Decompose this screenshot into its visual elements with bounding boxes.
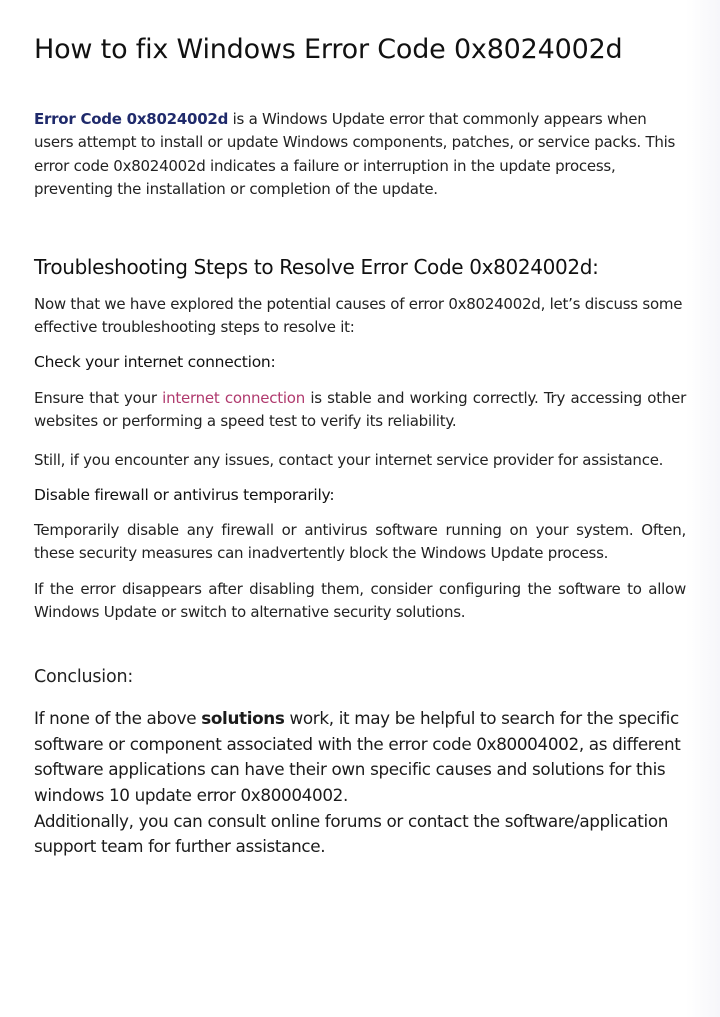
step1-heading: Check your internet connection: <box>34 353 276 372</box>
intro-paragraph <box>34 108 686 201</box>
conclusion-p2: Additionally, you can consult online forums or contact the software/application support team for further assistance. <box>34 810 669 857</box>
step1-p1-after: is stable and working correctly. Try accessing other websites or performing a speed test to verify its reliability. <box>34 389 687 431</box>
step1-p1-before: Ensure that your <box>34 389 163 408</box>
section-lead: Now that we have explored the potential causes of error 0x8024002d, let’s discuss some effective troubleshooting steps to resolve it: <box>34 295 683 337</box>
step2-heading: Disable firewall or antivirus temporarily: <box>34 486 335 505</box>
section-heading: Troubleshooting Steps to Resolve Error Code 0x8024002d: <box>34 255 599 280</box>
conclusion-p1-before: If none of the above <box>34 708 202 729</box>
page-title: How to fix Windows Error Code 0x8024002d <box>34 34 623 65</box>
conclusion-paragraph <box>34 706 686 860</box>
conclusion-p1-after: work, it may be helpful to search for the specific software or component associated with the error code 0x80004002, as different software applications can have their own specific causes and solutions for this windows 10 update error 0x80004002. <box>34 708 681 805</box>
intro-text: is a Windows Update error that commonly appears when users attempt to install or update Windows components, patches, or service packs. This error code 0x8024002d indicates a failure or interruption in the update process, preventing the installation or completion of the update. <box>34 110 676 198</box>
solutions-bold: solutions <box>201 708 285 729</box>
step1-paragraph-2: Still, if you encounter any issues, contact your internet service provider for assistance. <box>34 451 664 470</box>
step1-paragraph-1 <box>34 387 686 433</box>
internet-connection-link[interactable]: internet connection <box>162 389 305 408</box>
step2-paragraph-2: If the error disappears after disabling them, consider configuring the software to allow Windows Update or switch to alternative security solutions. <box>34 580 686 622</box>
step2-paragraph-1: Temporarily disable any firewall or antivirus software running on your system. Often, these security measures can inadvertently block the Windows Update process. <box>34 521 686 563</box>
conclusion-heading: Conclusion: <box>34 667 134 688</box>
error-code-highlight: Error Code 0x8024002d <box>34 110 229 128</box>
